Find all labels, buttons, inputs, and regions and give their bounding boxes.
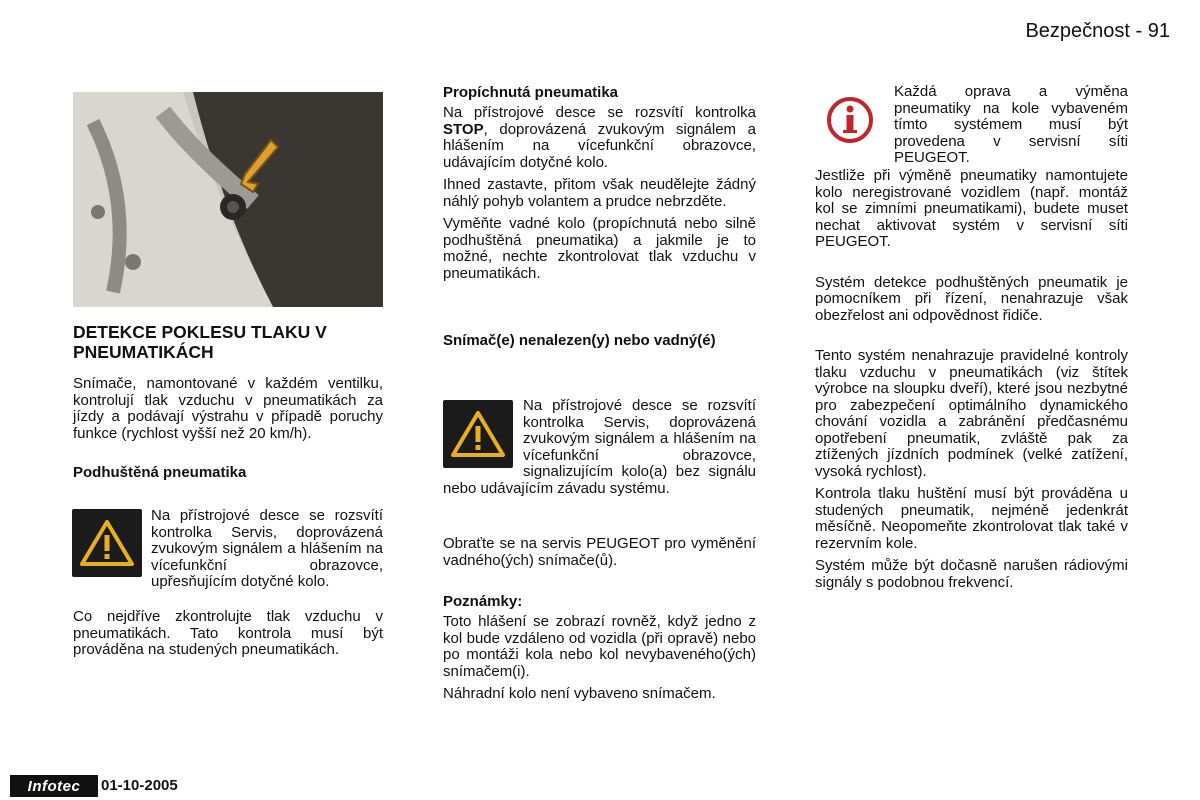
p1-after: , doprovázená zvukovým signálem a hlášením na vícefunkční obrazovce, udávajícím dotyčné kolo. — [443, 120, 756, 171]
right-paragraph-2: Systém detekce podhuštěných pneumatik je pomocníkem při řízení, nenahrazuje však obezřelost ani odpovědnost řidiče. — [815, 273, 1128, 324]
punctured-paragraph-3: Vyměňte vadné kolo (propíchnutá nebo silně podhuštěná pneumatika) a jakmile je to možné, nechte zkontrolovat tlak vzduchu v pneumatikách. — [443, 215, 756, 282]
column-middle — [443, 84, 756, 355]
notes-paragraph-1: Toto hlášení se zobrazí rovněž, když jedno z kol bude vzdáleno od vozidla (při opravě) nebo po montáži kola nebo kol nevybaveného(ých) snímačem(i). — [443, 613, 756, 680]
page-header: Bezpečnost - 91 — [1025, 20, 1170, 42]
subheading-underinflated: Podhuštěná pneumatika — [73, 464, 247, 481]
right-paragraph-5: Systém může být dočasně narušen rádiovými signály s podobnou frekvencí. — [815, 557, 1128, 591]
notes-paragraph-2: Náhradní kolo není vybaveno snímačem. — [443, 685, 716, 702]
right-paragraph-3: Tento systém nenahrazuje pravidelné kontroly tlaku vzduchu v pneumatikách (viz štítek výrobce na sloupku dveří), které jsou nezbytné pro zabezpečení optimálního dynamického chování vozidla a zabránění předčasnému opotřebení pneumatik, zvláště pak za ztížených jízdních podmínek (velké zatížení, vysoká rychlost). — [815, 347, 1128, 480]
underinflated-warning-text: Na přístrojové desce se rozsvítí kontrolka Servis, doprovázená zvukovým signálem a hlášením na vícefunkční obrazovce, upřesňujícím dotyčné kolo. — [151, 507, 383, 590]
intro-paragraph: Snímače, namontované v každém ventilku, kontrolují tlak vzduchu v pneumatikách za jízdy a podávají výstrahu v případě poruchy funkce (rychlost vyšší než 20 km/h). — [73, 375, 383, 442]
sensor-warning-text: Na přístrojové desce se rozsvítí kontrolka Servis, doprovázená zvukovým signálem a hlášením na vícefunkční obrazovce, signalizujícím kolo(a) bez signálu nebo udávajícím závadu systému. — [443, 397, 756, 497]
stop-label: STOP — [443, 120, 484, 138]
warning-triangle-icon — [79, 518, 135, 568]
wheel-valve-photo — [73, 92, 383, 307]
footer-date: 01-10-2005 — [101, 777, 178, 794]
subheading-notes: Poznámky: — [443, 593, 523, 610]
wheel-photo-illustration — [73, 92, 383, 307]
information-circle-icon — [820, 95, 880, 145]
punctured-paragraph-2: Ihned zastavte, přitom však neudělejte žádný náhlý pohyb volantem a prudce nebrzděte. — [443, 176, 756, 210]
right-paragraph-1: Jestliže při výměně pneumatiky namontujete kolo neregistrované vozidlem (např. montáž kol se zimními pneumatikami), budete muset nechat aktivovat systém v servisní síti PEUGEOT. — [815, 167, 1128, 250]
check-block — [73, 609, 383, 665]
info-icon — [815, 95, 885, 145]
p1-before: Na přístrojové desce se rozsvítí kontrolka — [443, 104, 756, 121]
column-right — [815, 168, 1128, 597]
icon-float-spacer — [443, 398, 523, 480]
sensor-warning-block — [443, 398, 756, 503]
punctured-paragraph-1 — [443, 105, 756, 171]
column-left — [73, 322, 383, 487]
right-paragraph-4: Kontrola tlaku huštění musí být prováděna u studených pneumatik, nejméně jedenkrát měsíčně. Neopomeňte zkontrolovat tlak také v rezervním kole. — [815, 485, 1128, 552]
middle-lower — [443, 536, 756, 709]
section-heading: DETEKCE POKLESU TLAKU V PNEUMATIKÁCH — [73, 322, 327, 362]
info-text: Každá oprava a výměna pneumatiky na kole vybaveném tímto systémem musí být provedena v servisní síti PEUGEOT. — [894, 83, 1128, 166]
underinflated-warning-text-block — [151, 508, 383, 597]
info-text-block — [894, 84, 1128, 173]
check-paragraph: Co nejdříve zkontrolujte tlak vzduchu v pneumatikách. Tato kontrola musí být prováděna na studených pneumatikách. — [73, 608, 383, 658]
service-paragraph: Obraťte se na servis PEUGEOT pro vyměnění vadného(ých) snímače(ů). — [443, 535, 756, 569]
subheading-punctured: Propíchnutá pneumatika — [443, 84, 619, 101]
subheading-sensor-missing: Snímač(e) nenalezen(y) nebo vadný(é) — [443, 332, 716, 349]
warning-icon — [72, 509, 142, 577]
infotec-logo: Infotec — [10, 775, 98, 797]
